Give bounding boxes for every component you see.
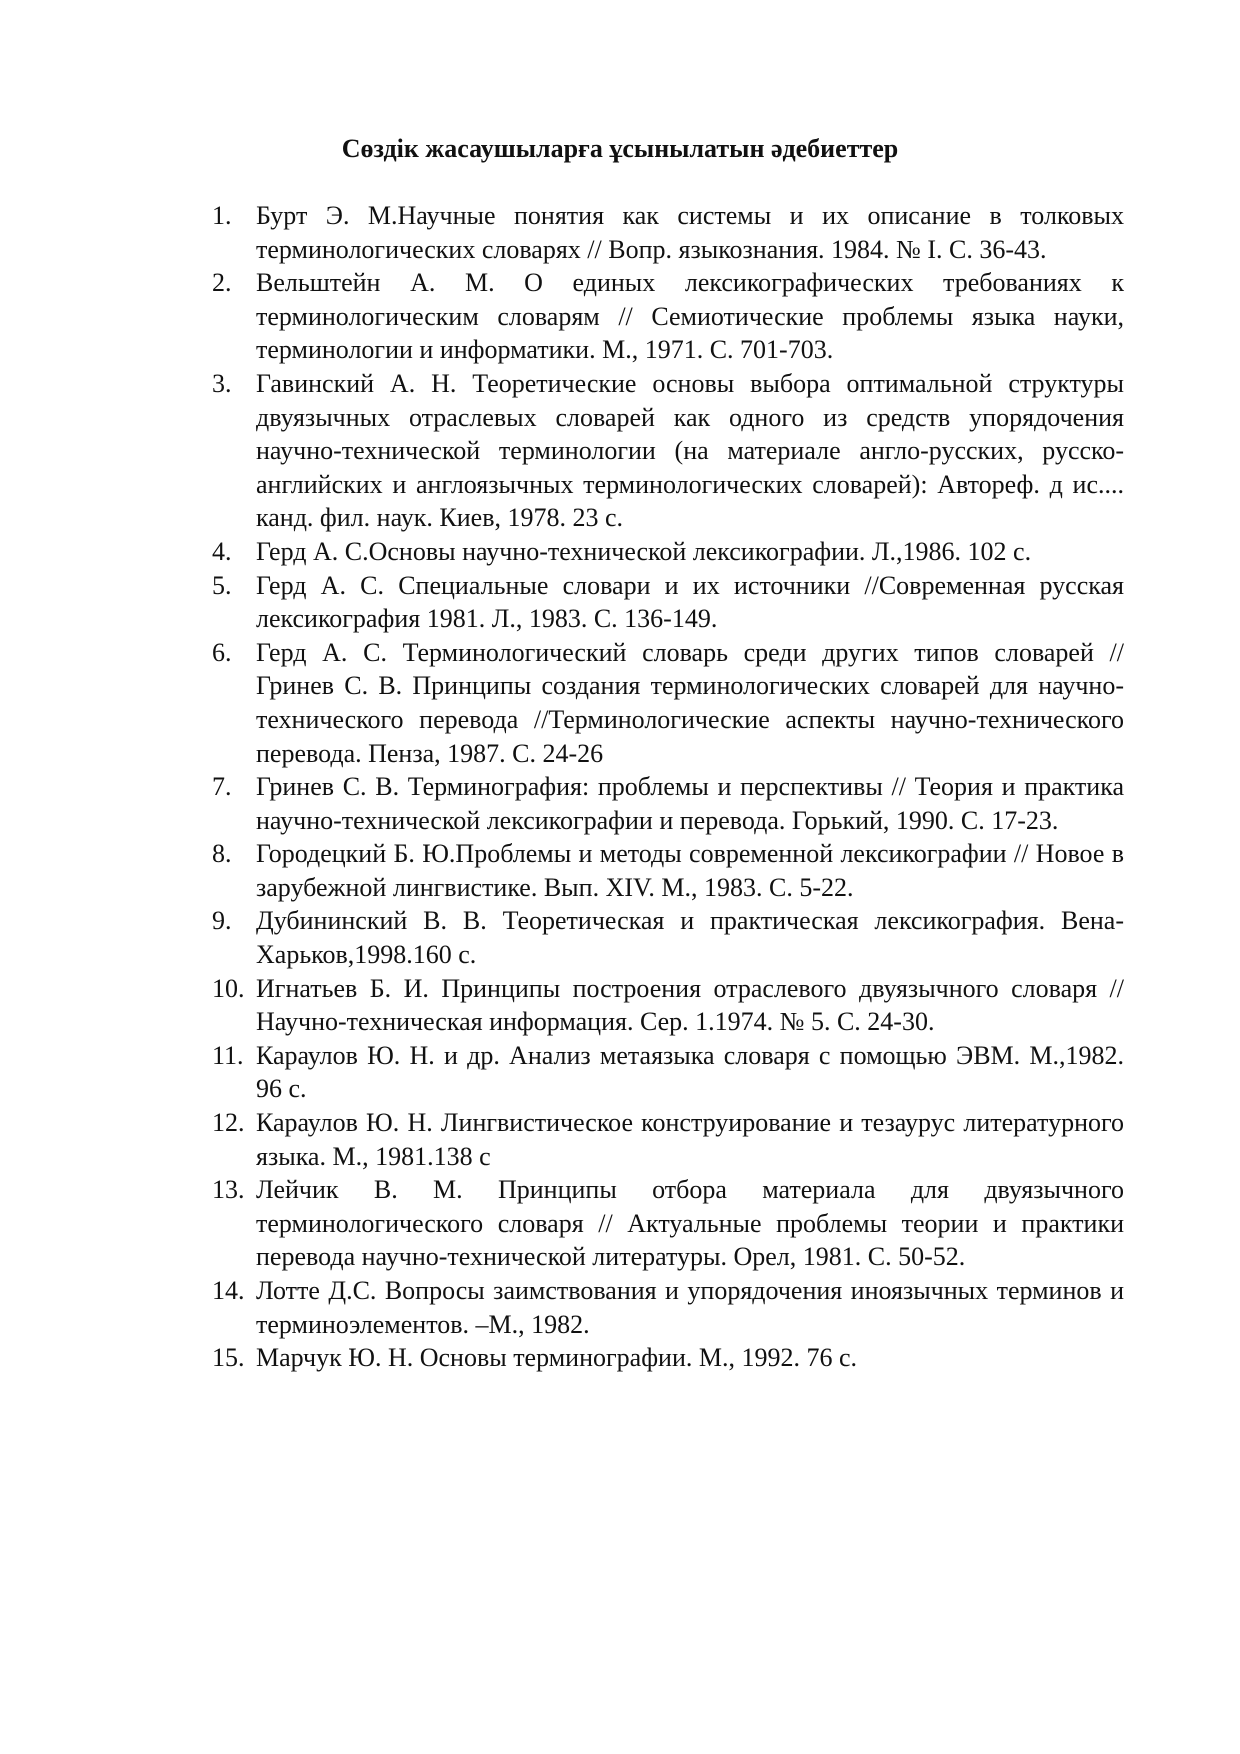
reference-number: 12. (212, 1108, 245, 1138)
reference-number: 14. (212, 1276, 245, 1305)
reference-item (212, 770, 1124, 837)
reference-number: 10. (212, 973, 245, 1003)
reference-number: 13. (212, 1175, 245, 1205)
reference-item (212, 199, 1124, 266)
reference-number: 9. (212, 906, 232, 936)
reference-item (212, 1106, 1124, 1173)
reference-text: Марчук Ю. Н. Основы терминографии. М., 1992. 76 с. (256, 1343, 858, 1373)
reference-number: 11. (212, 1040, 244, 1070)
page-title: Сөздік жасаушыларға ұсынылатын әдебиеттер (341, 134, 899, 163)
reference-text: Бурт Э. М.Научные понятия как системы и их описание в толковых терминологических словарях // Вопр. языкознания. 1984. № I. С. 36-43. (256, 201, 1124, 264)
reference-item (212, 904, 1124, 971)
reference-number: 5. (212, 570, 232, 600)
reference-text: Вельштейн А. М. О единых лексикографических требованиях к терминологическим словарям // Семиотические проблемы языка науки, терминологии и информатики. М., 1971. С. 701-703. (256, 268, 1124, 365)
reference-text: Лотте Д.С. Вопросы заимствования и упорядочения иноязычных терминов и терминоэлементов. –М., 1982. (256, 1276, 1124, 1339)
reference-text: Караулов Ю. Н. и др. Анализ метаязыка словаря с помощью ЭВМ. М.,1982. 96 с. (256, 1040, 1124, 1104)
reference-item (212, 1341, 1124, 1375)
reference-item (212, 266, 1124, 367)
reference-item (212, 1173, 1124, 1274)
reference-number: 15. (212, 1343, 245, 1373)
reference-item (212, 636, 1124, 770)
reference-list (212, 199, 1124, 1375)
reference-text: Лейчик В. М. Принципы отбора материала для двуязычного терминологического словаря // Актуальные проблемы теории и практики перевода научно-технической литературы. Орел, 1981. С. 50-52. (256, 1175, 1124, 1272)
reference-text: Игнатьев Б. И. Принципы построения отраслевого двуязычного словаря //Научно-техническая информация. Сер. 1.1974. № 5. С. 24-30. (256, 973, 1124, 1037)
reference-number: 6. (212, 637, 232, 667)
reference-text: Гавинский А. Н. Теоретические основы выбора оптимальной структуры двуязычных отраслевых словарей как одного из средств упорядочения научно-технической терминологии (на материале англо-русских, русско-английских и англоязычных терминологических словарей): Автореф. д ис.... канд. фил. наук. Киев, 1978. 23 с. (256, 368, 1124, 533)
reference-text: Городецкий Б. Ю.Проблемы и методы современной лексикографии // Новое в зарубежной лингвистике. Вып. XIV. М., 1983. С. 5-22. (256, 839, 1124, 902)
reference-item (212, 535, 1124, 569)
reference-text: Герд А. С.Основы научно-технической лексикографии. Л.,1986. 102 с. (256, 536, 1032, 566)
reference-number: 4. (212, 536, 232, 566)
reference-text: Караулов Ю. Н. Лингвистическое конструирование и тезаурус литературного языка. М., 1981.138 с (256, 1108, 1124, 1171)
reference-item (212, 1274, 1124, 1341)
reference-number: 2. (212, 268, 232, 298)
reference-text: Дубининский В. В. Теоретическая и практическая лексикография. Вена-Харьков,1998.160 с. (256, 906, 1124, 970)
reference-number: 1. (212, 201, 232, 230)
reference-text: Герд А. С. Терминологический словарь среди других типов словарей // Гринев С. В. Принципы создания терминологических словарей для научно-технического перевода //Терминологические аспекты научно-технического перевода. Пенза, 1987. С. 24-26 (256, 637, 1124, 768)
reference-number: 8. (212, 839, 232, 869)
reference-number: 3. (212, 368, 232, 398)
reference-item (212, 1039, 1124, 1106)
reference-text: Гринев С. В. Терминография: проблемы и перспективы // Теория и практика научно-технической лексикографии и перевода. Горький, 1990. С. 17-23. (256, 772, 1124, 835)
reference-text: Герд А. С. Специальные словари и их источники //Современная русская лексикография 1981. Л., 1983. С. 136-149. (256, 570, 1124, 634)
reference-number: 7. (212, 772, 232, 802)
reference-item (212, 972, 1124, 1039)
reference-item (212, 367, 1124, 535)
reference-item (212, 569, 1124, 636)
reference-item (212, 837, 1124, 904)
